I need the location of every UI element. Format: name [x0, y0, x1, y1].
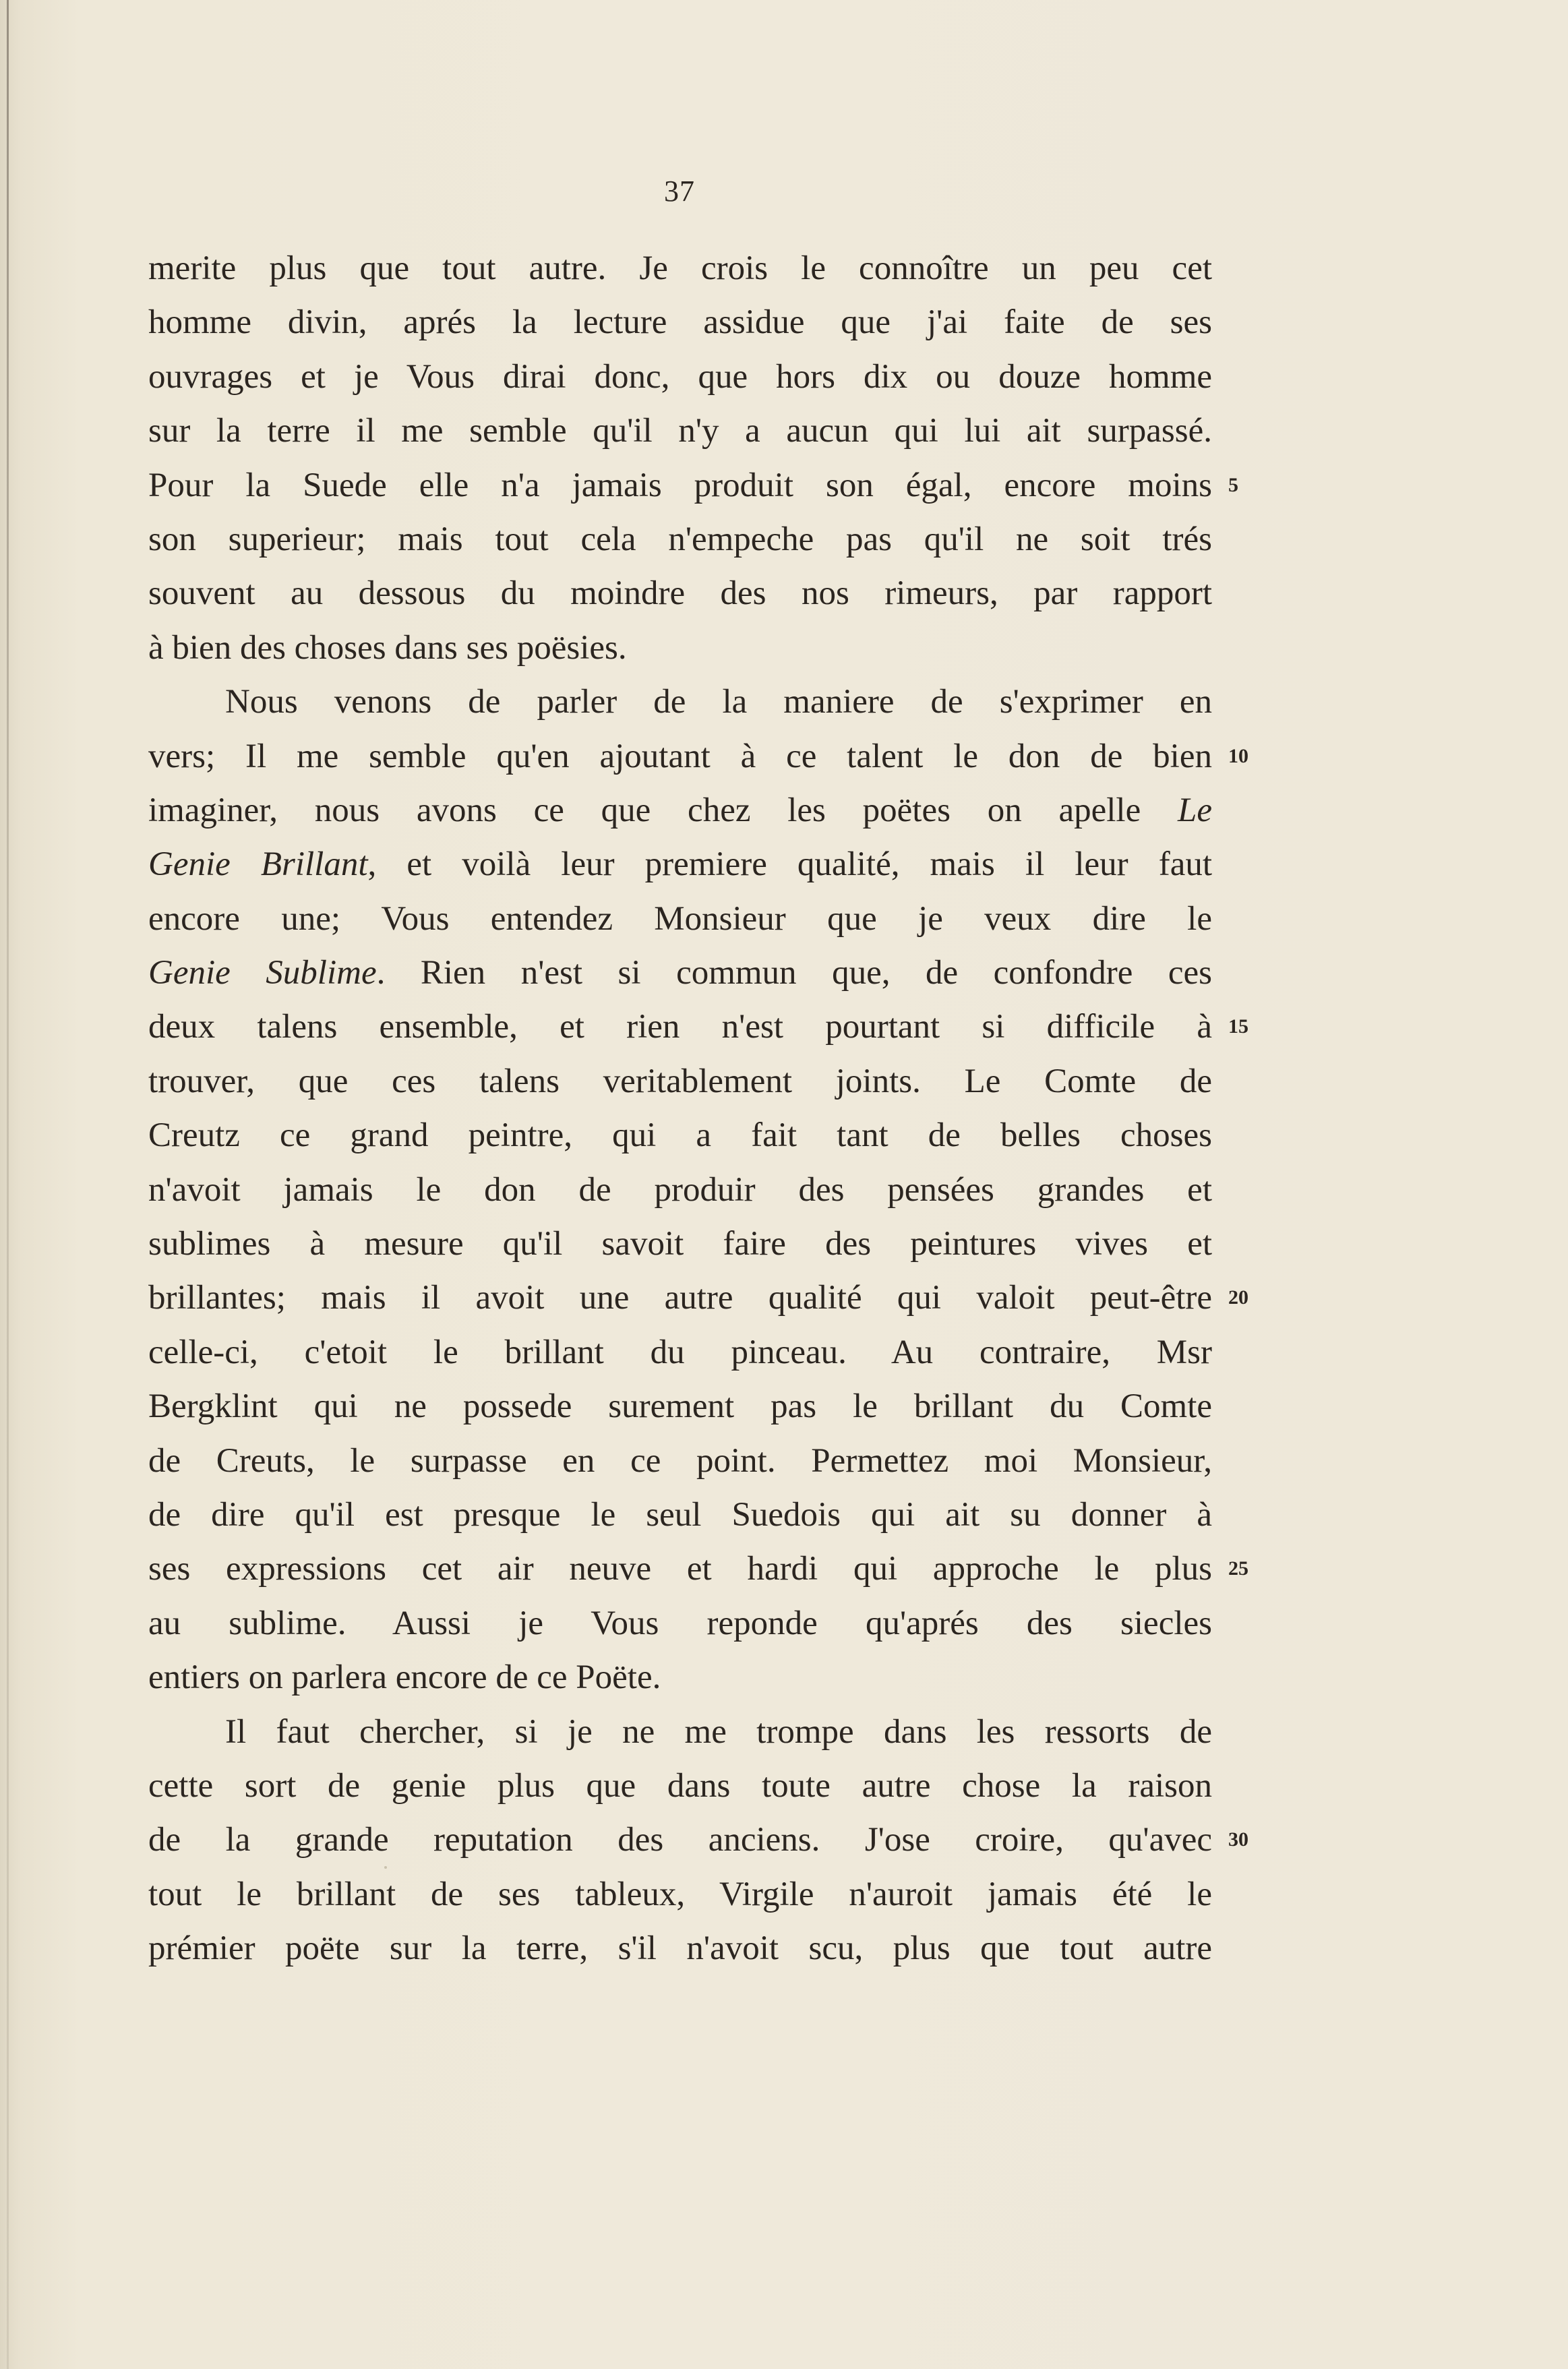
- line-number: 5: [1228, 473, 1238, 496]
- text-line: [148, 1759, 1212, 1813]
- line-body: ses expressions cet air neuve et hardi qui approche le plus: [148, 1550, 1212, 1588]
- line-body: n'avoit jamais le don de produir des pensées grandes et: [148, 1170, 1212, 1209]
- binding-edge: [7, 0, 9, 2369]
- line-text: [148, 295, 1212, 349]
- text-line: [148, 1650, 1212, 1704]
- text-line: [148, 1488, 1212, 1542]
- line-body: celle-ci, c'etoit le brillant du pinceau. Au contraire, Msr: [148, 1333, 1212, 1371]
- text-line: [148, 1108, 1212, 1162]
- line-body: deux talens ensemble, et rien n'est pourtant si difficile à: [148, 1008, 1212, 1046]
- line-text: [148, 241, 1212, 295]
- text-line: [148, 729, 1248, 783]
- text-line: [148, 1000, 1248, 1054]
- line-body: vers; Il me semble qu'en ajoutant à ce talent le don de bien: [148, 737, 1212, 775]
- line-number: 15: [1228, 1015, 1248, 1038]
- text-line: [148, 1379, 1212, 1433]
- line-body: Pour la Suede elle n'a jamais produit son égal, encore moins: [148, 466, 1212, 504]
- line-body: au sublime. Aussi je Vous reponde qu'aprés des siecles: [148, 1604, 1212, 1642]
- text-line: [148, 350, 1212, 404]
- line-body: Bergklint qui ne possede surement pas le brillant du Comte: [148, 1387, 1212, 1426]
- line-text: [148, 1705, 1212, 1759]
- line-body: , et voilà leur premiere qualité, mais il leur faut: [367, 845, 1212, 884]
- text-line: [148, 783, 1212, 837]
- line-text: [148, 837, 1212, 891]
- italic-term: Genie Brillant: [148, 845, 368, 884]
- line-body: sur la terre il me semble qu'il n'y a aucun qui lui ait surpassé.: [148, 412, 1212, 450]
- line-body: Il faut chercher, si je ne me trompe dans les ressorts de: [225, 1712, 1212, 1751]
- line-number: 30: [1228, 1828, 1248, 1851]
- text-line: [148, 566, 1212, 620]
- page-number: 37: [664, 175, 695, 208]
- line-text: [148, 1271, 1212, 1325]
- paper-speck: [384, 1866, 387, 1869]
- text-line: [148, 458, 1238, 512]
- text-line: [148, 946, 1212, 1000]
- line-text: [148, 1108, 1212, 1162]
- text-line: [148, 675, 1212, 729]
- line-text: [148, 1488, 1212, 1542]
- line-text: [148, 458, 1212, 512]
- line-text: [148, 783, 1212, 837]
- italic-term: Genie Sublime: [148, 954, 377, 992]
- text-line: [148, 837, 1212, 891]
- text-line: [148, 1596, 1212, 1650]
- line-body: tout le brillant de ses tableux, Virgile n'auroit jamais été le: [148, 1875, 1212, 1913]
- line-text: [148, 1542, 1212, 1596]
- text-line: [148, 1867, 1212, 1921]
- text-line: [148, 295, 1212, 349]
- line-text: [148, 1759, 1212, 1813]
- line-number: 20: [1228, 1286, 1248, 1309]
- text-line: [148, 1054, 1212, 1108]
- line-text: [148, 404, 1212, 458]
- text-line: [148, 1325, 1212, 1379]
- line-text: [148, 729, 1212, 783]
- line-body: de la grande reputation des anciens. J'ose croire, qu'avec: [148, 1821, 1212, 1859]
- line-body: imaginer, nous avons ce que chez les poëtes on apelle: [148, 791, 1141, 829]
- line-text: [148, 1325, 1212, 1379]
- line-body: souvent au dessous du moindre des nos rimeurs, par rapport: [148, 574, 1212, 613]
- line-text: [148, 1217, 1212, 1271]
- text-line: [148, 1217, 1212, 1271]
- text-line: [148, 1271, 1248, 1325]
- text-line: [148, 404, 1212, 458]
- line-body: à bien des choses dans ses poësies.: [148, 628, 627, 667]
- text-line: [148, 1163, 1212, 1217]
- line-body: merite plus que tout autre. Je crois le connoître un peu cet: [148, 249, 1212, 287]
- line-text: [148, 1813, 1212, 1867]
- text-line: [148, 512, 1212, 566]
- text-line: [148, 241, 1212, 295]
- line-text: [148, 1000, 1212, 1054]
- line-body: entiers on parlera encore de ce Poëte.: [148, 1658, 661, 1697]
- line-text: [148, 566, 1212, 620]
- line-text: [148, 1650, 1212, 1704]
- line-body: de dire qu'il est presque le seul Suedois qui ait su donner à: [148, 1495, 1212, 1534]
- line-body: trouver, que ces talens veritablement joints. Le Comte de: [148, 1062, 1212, 1100]
- line-body: cette sort de genie plus que dans toute autre chose la raison: [148, 1766, 1212, 1805]
- body-text: [148, 241, 1248, 1976]
- line-body: sublimes à mesure qu'il savoit faire des peintures vives et: [148, 1225, 1212, 1263]
- line-text: [148, 1434, 1212, 1488]
- line-body: Creutz ce grand peintre, qui a fait tant de belles choses: [148, 1116, 1212, 1155]
- line-body: son superieur; mais tout cela n'empeche pas qu'il ne soit trés: [148, 520, 1212, 558]
- text-line: [148, 1705, 1212, 1759]
- text-line: [148, 1434, 1212, 1488]
- line-body: brillantes; mais il avoit une autre qualité qui valoit peut-être: [148, 1279, 1212, 1317]
- line-number: 10: [1228, 744, 1248, 767]
- line-text: [148, 1163, 1212, 1217]
- line-body: homme divin, aprés la lecture assidue que j'ai faite de ses: [148, 303, 1212, 342]
- line-text: [148, 675, 1212, 729]
- line-text: [148, 350, 1212, 404]
- line-text: [148, 1596, 1212, 1650]
- text-line: [148, 621, 1212, 675]
- line-text: [148, 1054, 1212, 1108]
- line-body: Nous venons de parler de la maniere de s'exprimer en: [225, 683, 1212, 721]
- text-line: [148, 1542, 1248, 1596]
- line-text: [148, 892, 1212, 946]
- line-text: [148, 1867, 1212, 1921]
- text-line: [148, 1813, 1248, 1867]
- text-line: [148, 892, 1212, 946]
- line-body: encore une; Vous entendez Monsieur que je veux dire le: [148, 899, 1212, 938]
- italic-term: Le: [1178, 791, 1213, 829]
- line-text: [148, 512, 1212, 566]
- line-body: . Rien n'est si commun que, de confondre ces: [376, 954, 1212, 992]
- line-body: de Creuts, le surpasse en ce point. Permettez moi Monsieur,: [148, 1441, 1212, 1480]
- line-body: ouvrages et je Vous dirai donc, que hors dix ou douze homme: [148, 357, 1212, 396]
- line-number: 25: [1228, 1557, 1248, 1580]
- line-body: prémier poëte sur la terre, s'il n'avoit scu, plus que tout autre: [148, 1929, 1212, 1968]
- text-line: [148, 1921, 1212, 1975]
- line-text: [148, 946, 1212, 1000]
- line-text: [148, 1379, 1212, 1433]
- line-text: [148, 1921, 1212, 1975]
- line-text: [148, 621, 1212, 675]
